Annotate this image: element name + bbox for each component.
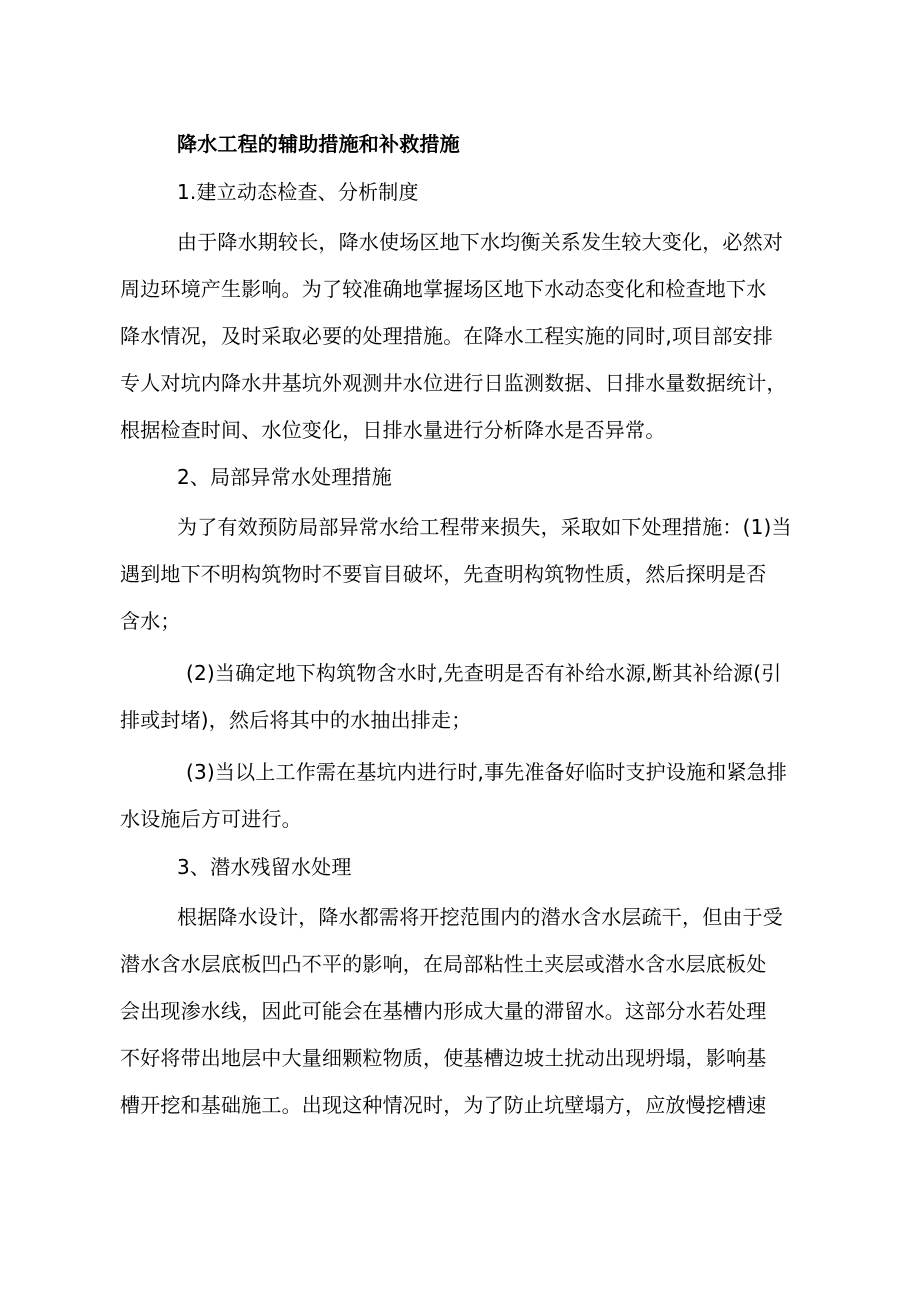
paragraph-line: 含水； bbox=[120, 609, 181, 633]
section-3-heading: 3、潜水残留水处理 bbox=[177, 855, 352, 879]
section-1-heading: 1.建立动态检查、分析制度 bbox=[177, 180, 419, 204]
paragraph-line: 不好将带出地层中大量细颗粒物质，使基槽边坡土扰动出现坍塌，影响基 bbox=[120, 1046, 767, 1070]
paragraph-line: 排或封堵)，然后将其中的水抽出排走； bbox=[120, 708, 472, 732]
paragraph-line: 会出现渗水线，因此可能会在基槽内形成大量的滞留水。这部分水若处理 bbox=[120, 999, 767, 1023]
paragraph-line: 周边环境产生影响。为了较准确地掌握场区地下水动态变化和检查地下水 bbox=[120, 277, 767, 301]
paragraph-line: 根据降水设计，降水都需将开挖范围内的潜水含水层疏干，但由于受 bbox=[177, 905, 783, 929]
paragraph-line: (2)当确定地下构筑物含水时,先查明是否有补给水源,断其补给源(引 bbox=[186, 661, 782, 685]
paragraph-line: (3)当以上工作需在基坑内进行时,事先准备好临时支护设施和紧急排 bbox=[186, 760, 788, 784]
paragraph-line: 水设施后方可进行。 bbox=[120, 807, 302, 831]
paragraph-line: 由于降水期较长，降水使场区地下水均衡关系发生较大变化，必然对 bbox=[177, 230, 783, 254]
paragraph-line: 专人对坑内降水井基坑外观测井水位进行日监测数据、日排水量数据统计， bbox=[120, 371, 787, 395]
paragraph-line: 潜水含水层底板凹凸不平的影响，在局部粘性土夹层或潜水含水层底板处 bbox=[120, 952, 767, 976]
paragraph-line: 根据检查时间、水位变化，日排水量进行分析降水是否异常。 bbox=[120, 418, 666, 442]
paragraph-line: 降水情况，及时采取必要的处理措施。在降水工程实施的同时,项目部安排 bbox=[120, 324, 773, 348]
document-title: 降水工程的辅助措施和补救措施 bbox=[177, 132, 460, 156]
paragraph-line: 槽开挖和基础施工。出现这种情况时，为了防止坑壁塌方，应放慢挖槽速 bbox=[120, 1093, 767, 1117]
paragraph-line: 遇到地下不明构筑物时不要盲目破坏，先查明构筑物性质，然后探明是否 bbox=[120, 562, 767, 586]
section-2-heading: 2、局部异常水处理措施 bbox=[177, 465, 392, 489]
paragraph-line: 为了有效预防局部异常水给工程带来损失，采取如下处理措施：(1)当 bbox=[177, 515, 792, 539]
